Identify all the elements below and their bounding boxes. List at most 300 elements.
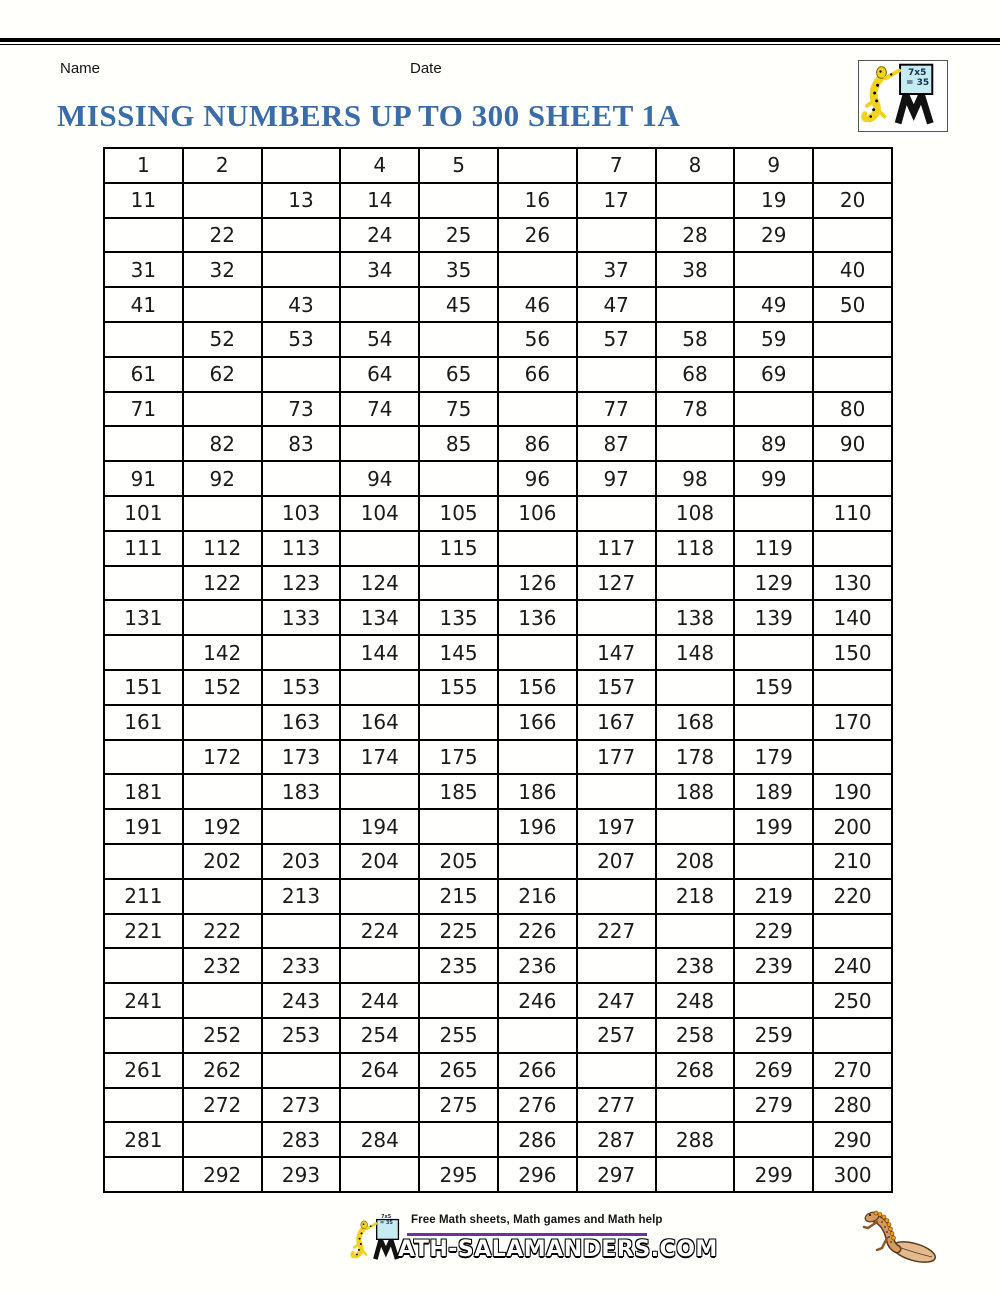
missing-number-cell[interactable] <box>734 1122 813 1157</box>
missing-number-cell[interactable] <box>498 531 577 566</box>
number-cell: 92 <box>183 461 262 496</box>
number-cell: 280 <box>813 1088 892 1123</box>
number-cell: 97 <box>577 461 656 496</box>
missing-number-cell[interactable] <box>183 287 262 322</box>
grid-row <box>104 809 892 844</box>
number-cell: 150 <box>813 635 892 670</box>
number-cell: 253 <box>262 1018 341 1053</box>
number-cell: 211 <box>104 879 183 914</box>
number-cell: 296 <box>498 1157 577 1192</box>
number-cell: 89 <box>734 426 813 461</box>
number-cell: 35 <box>419 252 498 287</box>
grid-row <box>104 566 892 601</box>
number-cell: 98 <box>656 461 735 496</box>
number-cell: 300 <box>813 1157 892 1192</box>
grid-row <box>104 1053 892 1088</box>
number-cell: 239 <box>734 948 813 983</box>
number-cell: 170 <box>813 705 892 740</box>
missing-number-cell[interactable] <box>813 357 892 392</box>
number-cell: 277 <box>577 1088 656 1123</box>
grid-row <box>104 252 892 287</box>
missing-number-cell[interactable] <box>813 531 892 566</box>
number-cell: 13 <box>262 183 341 218</box>
missing-number-cell[interactable] <box>734 496 813 531</box>
number-cell: 108 <box>656 496 735 531</box>
number-cell: 37 <box>577 252 656 287</box>
number-cell: 194 <box>340 809 419 844</box>
number-cell: 189 <box>734 774 813 809</box>
number-cell: 87 <box>577 426 656 461</box>
number-cell: 94 <box>340 461 419 496</box>
number-cell: 7 <box>577 148 656 183</box>
missing-number-cell[interactable] <box>340 531 419 566</box>
number-cell: 49 <box>734 287 813 322</box>
number-cell: 283 <box>262 1122 341 1157</box>
name-label: Name <box>60 60 101 77</box>
number-cell: 129 <box>734 566 813 601</box>
grid-row <box>104 218 892 253</box>
number-cell: 77 <box>577 392 656 427</box>
missing-number-cell[interactable] <box>419 809 498 844</box>
missing-number-cell[interactable] <box>734 252 813 287</box>
missing-number-cell[interactable] <box>656 914 735 949</box>
missing-number-cell[interactable] <box>104 1018 183 1053</box>
number-cell: 268 <box>656 1053 735 1088</box>
number-cell: 40 <box>813 252 892 287</box>
number-cell: 177 <box>577 740 656 775</box>
grid-row <box>104 392 892 427</box>
number-cell: 196 <box>498 809 577 844</box>
missing-number-cell[interactable] <box>104 635 183 670</box>
number-cell: 133 <box>262 600 341 635</box>
number-cell: 66 <box>498 357 577 392</box>
number-cell: 250 <box>813 983 892 1018</box>
missing-number-cell[interactable] <box>183 183 262 218</box>
missing-number-cell[interactable] <box>813 740 892 775</box>
number-cell: 192 <box>183 809 262 844</box>
number-cell: 236 <box>498 948 577 983</box>
missing-number-cell[interactable] <box>419 566 498 601</box>
number-cell: 124 <box>340 566 419 601</box>
number-cell: 190 <box>813 774 892 809</box>
number-cell: 31 <box>104 252 183 287</box>
missing-number-cell[interactable] <box>813 322 892 357</box>
number-cell: 238 <box>656 948 735 983</box>
grid-row <box>104 948 892 983</box>
grid-row <box>104 635 892 670</box>
number-cell: 78 <box>656 392 735 427</box>
missing-number-cell[interactable] <box>656 426 735 461</box>
missing-number-cell[interactable] <box>104 1157 183 1192</box>
number-cell: 148 <box>656 635 735 670</box>
missing-number-cell[interactable] <box>262 635 341 670</box>
missing-number-cell[interactable] <box>577 357 656 392</box>
number-cell: 4 <box>340 148 419 183</box>
number-cell: 152 <box>183 670 262 705</box>
number-cell: 47 <box>577 287 656 322</box>
number-cell: 112 <box>183 531 262 566</box>
number-cell: 11 <box>104 183 183 218</box>
number-cell: 179 <box>734 740 813 775</box>
missing-number-cell[interactable] <box>262 357 341 392</box>
number-cell: 1 <box>104 148 183 183</box>
missing-number-cell[interactable] <box>262 461 341 496</box>
number-cell: 71 <box>104 392 183 427</box>
footer-accent-rule <box>407 1233 647 1236</box>
missing-number-cell[interactable] <box>813 670 892 705</box>
grid-row <box>104 914 892 949</box>
grid-row <box>104 983 892 1018</box>
number-cell: 216 <box>498 879 577 914</box>
missing-number-cell[interactable] <box>340 774 419 809</box>
missing-number-cell[interactable] <box>183 774 262 809</box>
number-cell: 85 <box>419 426 498 461</box>
number-cell: 290 <box>813 1122 892 1157</box>
number-cell: 252 <box>183 1018 262 1053</box>
missing-number-cell[interactable] <box>183 496 262 531</box>
number-cell: 203 <box>262 844 341 879</box>
number-cell: 295 <box>419 1157 498 1192</box>
number-cell: 139 <box>734 600 813 635</box>
missing-number-cell[interactable] <box>734 705 813 740</box>
number-cell: 16 <box>498 183 577 218</box>
missing-number-cell[interactable] <box>577 496 656 531</box>
number-cell: 54 <box>340 322 419 357</box>
number-cell: 59 <box>734 322 813 357</box>
number-cell: 200 <box>813 809 892 844</box>
number-cell: 74 <box>340 392 419 427</box>
number-cell: 218 <box>656 879 735 914</box>
number-cell: 264 <box>340 1053 419 1088</box>
number-cell: 261 <box>104 1053 183 1088</box>
grid-row <box>104 740 892 775</box>
missing-number-cell[interactable] <box>104 844 183 879</box>
missing-number-cell[interactable] <box>104 740 183 775</box>
number-cell: 172 <box>183 740 262 775</box>
number-cell: 115 <box>419 531 498 566</box>
grid-row <box>104 426 892 461</box>
number-cell: 25 <box>419 218 498 253</box>
missing-number-cell[interactable] <box>813 218 892 253</box>
number-cell: 213 <box>262 879 341 914</box>
number-cell: 104 <box>340 496 419 531</box>
missing-number-cell[interactable] <box>262 252 341 287</box>
number-cell: 62 <box>183 357 262 392</box>
number-cell: 273 <box>262 1088 341 1123</box>
missing-number-cell[interactable] <box>498 635 577 670</box>
logo-board-answer: = 35 <box>906 78 930 88</box>
missing-number-cell[interactable] <box>813 461 892 496</box>
missing-number-cell[interactable] <box>104 322 183 357</box>
missing-number-cell[interactable] <box>813 148 892 183</box>
missing-number-cell[interactable] <box>498 252 577 287</box>
number-cell: 8 <box>656 148 735 183</box>
missing-number-cell[interactable] <box>340 1088 419 1123</box>
grid-row <box>104 1088 892 1123</box>
missing-number-cell[interactable] <box>577 948 656 983</box>
missing-number-cell[interactable] <box>183 600 262 635</box>
grid-row <box>104 1157 892 1192</box>
number-cell: 43 <box>262 287 341 322</box>
number-cell: 257 <box>577 1018 656 1053</box>
number-cell: 131 <box>104 600 183 635</box>
grid-row <box>104 879 892 914</box>
number-cell: 57 <box>577 322 656 357</box>
number-cell: 288 <box>656 1122 735 1157</box>
number-cell: 14 <box>340 183 419 218</box>
missing-number-cell[interactable] <box>419 1122 498 1157</box>
number-cell: 293 <box>262 1157 341 1192</box>
number-cell: 130 <box>813 566 892 601</box>
number-cell: 155 <box>419 670 498 705</box>
missing-number-cell[interactable] <box>734 844 813 879</box>
grid-row <box>104 496 892 531</box>
missing-number-cell[interactable] <box>577 774 656 809</box>
number-cell: 186 <box>498 774 577 809</box>
number-cell: 188 <box>656 774 735 809</box>
salamander-easel-icon <box>859 61 945 129</box>
number-cell: 53 <box>262 322 341 357</box>
grid-row <box>104 1018 892 1053</box>
number-cell: 5 <box>419 148 498 183</box>
missing-number-cell[interactable] <box>656 1157 735 1192</box>
number-cell: 50 <box>813 287 892 322</box>
number-cell: 232 <box>183 948 262 983</box>
number-cell: 46 <box>498 287 577 322</box>
missing-number-cell[interactable] <box>419 705 498 740</box>
missing-number-cell[interactable] <box>262 1053 341 1088</box>
number-cell: 127 <box>577 566 656 601</box>
number-cell: 41 <box>104 287 183 322</box>
number-cell: 229 <box>734 914 813 949</box>
number-cell: 259 <box>734 1018 813 1053</box>
number-cell: 183 <box>262 774 341 809</box>
missing-number-cell[interactable] <box>498 1018 577 1053</box>
number-cell: 233 <box>262 948 341 983</box>
number-cell: 64 <box>340 357 419 392</box>
number-cell: 101 <box>104 496 183 531</box>
number-cell: 175 <box>419 740 498 775</box>
number-cell: 174 <box>340 740 419 775</box>
number-cell: 205 <box>419 844 498 879</box>
number-cell: 86 <box>498 426 577 461</box>
missing-number-cell[interactable] <box>104 1088 183 1123</box>
number-cell: 241 <box>104 983 183 1018</box>
missing-number-cell[interactable] <box>656 809 735 844</box>
number-cell: 224 <box>340 914 419 949</box>
number-cell: 191 <box>104 809 183 844</box>
missing-number-cell[interactable] <box>340 426 419 461</box>
missing-number-cell[interactable] <box>419 183 498 218</box>
number-cell: 166 <box>498 705 577 740</box>
number-cell: 147 <box>577 635 656 670</box>
number-cell: 110 <box>813 496 892 531</box>
grid-row <box>104 670 892 705</box>
missing-number-cell[interactable] <box>577 600 656 635</box>
grid-row <box>104 322 892 357</box>
number-cell: 258 <box>656 1018 735 1053</box>
number-cell: 262 <box>183 1053 262 1088</box>
number-cell: 58 <box>656 322 735 357</box>
number-cell: 151 <box>104 670 183 705</box>
number-cell: 159 <box>734 670 813 705</box>
number-cell: 90 <box>813 426 892 461</box>
missing-number-cell[interactable] <box>340 670 419 705</box>
number-cell: 269 <box>734 1053 813 1088</box>
number-cell: 210 <box>813 844 892 879</box>
missing-number-cell[interactable] <box>183 879 262 914</box>
number-cell: 134 <box>340 600 419 635</box>
number-cell: 113 <box>262 531 341 566</box>
number-cell: 246 <box>498 983 577 1018</box>
missing-number-cell[interactable] <box>813 1018 892 1053</box>
missing-number-cell[interactable] <box>813 914 892 949</box>
number-cell: 181 <box>104 774 183 809</box>
number-cell: 276 <box>498 1088 577 1123</box>
logo-board-answer: = 35 <box>380 1220 393 1226</box>
number-cell: 204 <box>340 844 419 879</box>
grid-row <box>104 461 892 496</box>
missing-number-cell[interactable] <box>262 218 341 253</box>
number-cell: 221 <box>104 914 183 949</box>
number-cell: 297 <box>577 1157 656 1192</box>
missing-number-cell[interactable] <box>734 983 813 1018</box>
grid-row <box>104 1122 892 1157</box>
logo-board-equation: 7x5 <box>381 1214 392 1220</box>
number-cell: 38 <box>656 252 735 287</box>
number-cell: 286 <box>498 1122 577 1157</box>
number-cell: 52 <box>183 322 262 357</box>
number-cell: 287 <box>577 1122 656 1157</box>
number-cell: 199 <box>734 809 813 844</box>
number-cell: 118 <box>656 531 735 566</box>
missing-number-cell[interactable] <box>577 1053 656 1088</box>
missing-number-cell[interactable] <box>656 287 735 322</box>
missing-number-cell[interactable] <box>340 1157 419 1192</box>
missing-number-cell[interactable] <box>419 322 498 357</box>
grid-row <box>104 705 892 740</box>
number-cell: 135 <box>419 600 498 635</box>
missing-number-cell[interactable] <box>340 287 419 322</box>
number-cell: 24 <box>340 218 419 253</box>
number-cell: 73 <box>262 392 341 427</box>
number-cell: 65 <box>419 357 498 392</box>
missing-number-cell[interactable] <box>262 914 341 949</box>
number-cell: 244 <box>340 983 419 1018</box>
number-cell: 240 <box>813 948 892 983</box>
number-cell: 99 <box>734 461 813 496</box>
number-cell: 126 <box>498 566 577 601</box>
missing-number-cell[interactable] <box>498 148 577 183</box>
number-cell: 153 <box>262 670 341 705</box>
missing-number-cell[interactable] <box>656 183 735 218</box>
number-cell: 122 <box>183 566 262 601</box>
number-cell: 19 <box>734 183 813 218</box>
number-cell: 254 <box>340 1018 419 1053</box>
number-cell: 22 <box>183 218 262 253</box>
number-cell: 157 <box>577 670 656 705</box>
number-cell: 272 <box>183 1088 262 1123</box>
number-cell: 202 <box>183 844 262 879</box>
missing-number-cell[interactable] <box>734 392 813 427</box>
number-cell: 185 <box>419 774 498 809</box>
missing-number-cell[interactable] <box>340 879 419 914</box>
missing-number-cell[interactable] <box>262 148 341 183</box>
logo-board-equation: 7x5 <box>908 68 927 78</box>
grid-row <box>104 357 892 392</box>
number-cell: 178 <box>656 740 735 775</box>
missing-number-cell[interactable] <box>104 426 183 461</box>
number-cell: 225 <box>419 914 498 949</box>
number-cell: 45 <box>419 287 498 322</box>
number-cell: 83 <box>262 426 341 461</box>
missing-number-cell[interactable] <box>656 566 735 601</box>
missing-number-cell[interactable] <box>656 670 735 705</box>
missing-number-cell[interactable] <box>183 1122 262 1157</box>
number-cell: 105 <box>419 496 498 531</box>
top-rule <box>0 38 1000 42</box>
missing-number-cell[interactable] <box>183 705 262 740</box>
missing-number-cell[interactable] <box>577 879 656 914</box>
number-cell: 82 <box>183 426 262 461</box>
number-cell: 138 <box>656 600 735 635</box>
missing-number-cell[interactable] <box>656 1088 735 1123</box>
missing-number-cell[interactable] <box>104 566 183 601</box>
number-cell: 9 <box>734 148 813 183</box>
number-cell: 281 <box>104 1122 183 1157</box>
grid-row <box>104 287 892 322</box>
number-cell: 28 <box>656 218 735 253</box>
number-cell: 270 <box>813 1053 892 1088</box>
number-grid <box>103 147 893 1193</box>
number-cell: 208 <box>656 844 735 879</box>
page-title: MISSING NUMBERS UP TO 300 SHEET 1A <box>57 98 681 133</box>
missing-number-cell[interactable] <box>104 218 183 253</box>
missing-number-cell[interactable] <box>183 392 262 427</box>
number-cell: 164 <box>340 705 419 740</box>
number-cell: 167 <box>577 705 656 740</box>
missing-number-cell[interactable] <box>498 740 577 775</box>
missing-number-cell[interactable] <box>498 844 577 879</box>
number-cell: 275 <box>419 1088 498 1123</box>
number-cell: 266 <box>498 1053 577 1088</box>
missing-number-cell[interactable] <box>183 983 262 1018</box>
grid-row <box>104 183 892 218</box>
number-cell: 222 <box>183 914 262 949</box>
number-cell: 69 <box>734 357 813 392</box>
number-cell: 243 <box>262 983 341 1018</box>
number-cell: 61 <box>104 357 183 392</box>
missing-number-cell[interactable] <box>419 983 498 1018</box>
missing-number-cell[interactable] <box>104 948 183 983</box>
number-cell: 156 <box>498 670 577 705</box>
number-grid-body <box>104 148 892 1192</box>
missing-number-cell[interactable] <box>262 809 341 844</box>
missing-number-cell[interactable] <box>419 461 498 496</box>
number-cell: 247 <box>577 983 656 1018</box>
number-cell: 20 <box>813 183 892 218</box>
missing-number-cell[interactable] <box>498 392 577 427</box>
missing-number-cell[interactable] <box>340 948 419 983</box>
grid-row <box>104 148 892 183</box>
missing-number-cell[interactable] <box>734 635 813 670</box>
number-cell: 96 <box>498 461 577 496</box>
number-cell: 248 <box>656 983 735 1018</box>
number-cell: 255 <box>419 1018 498 1053</box>
missing-number-cell[interactable] <box>577 218 656 253</box>
number-cell: 119 <box>734 531 813 566</box>
number-cell: 220 <box>813 879 892 914</box>
